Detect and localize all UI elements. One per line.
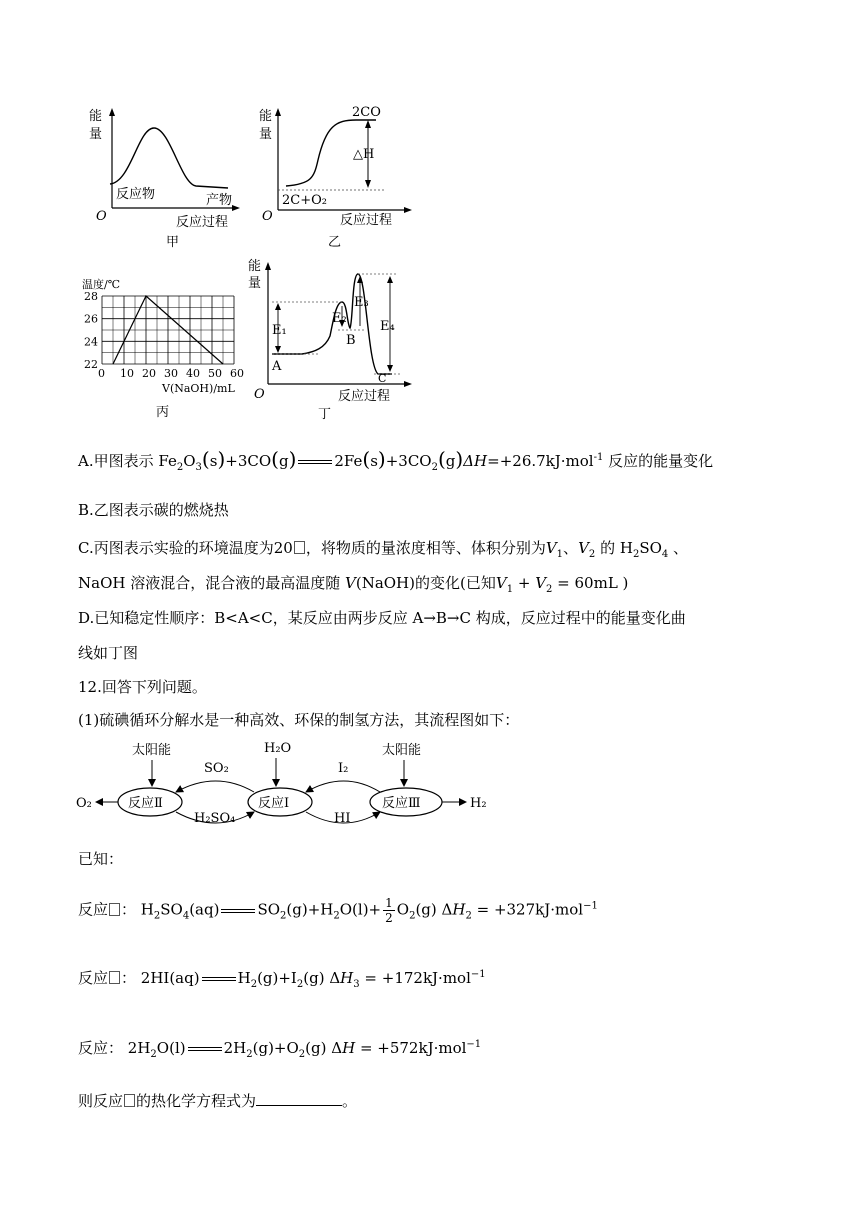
jia-origin: O <box>96 209 107 224</box>
yi-caption: 乙 <box>328 235 342 250</box>
ding-c: C <box>378 372 387 385</box>
yi-origin: O <box>262 209 273 224</box>
missing-glyph-icon <box>294 541 305 554</box>
jia-caption: 甲 <box>166 235 180 250</box>
yi-y-label-2: 量 <box>259 127 273 142</box>
yi-x-label: 反应过程 <box>340 213 393 228</box>
flow-reaction-2: 反应Ⅱ <box>128 796 163 811</box>
option-d-line2: 线如丁图 <box>78 644 139 662</box>
q12-reaction-3: 反应 ： 2HI(aq) $H_2(g)+I_2(g) \Delta H_3 = +172kJ\cdot mol^{-1}$ <box>78 969 486 990</box>
bing-y-tick-label: 26 <box>84 312 98 326</box>
option-c-line2: NaOH 溶液混合，混合液的最高温度随 V(NaOH)的变化(已知$V_1 + V_2 = 60mL$ ) <box>78 574 629 595</box>
ding-a: A <box>272 359 282 374</box>
option-c-part2: ，将物质的量浓度相等、体积分别为 <box>305 539 546 557</box>
ask-part1: 则反应 <box>78 1092 124 1110</box>
jia-x-label: 反应过程 <box>176 215 229 230</box>
option-c-part5: 的变化(已知 <box>415 574 496 592</box>
option-c-line1: C.丙图表示实验的环境温度为20 ，将物质的量浓度相等、体积分别为$V_1$、$V_2$ 的 $H_2SO_4$ 、 <box>78 539 689 560</box>
q12-known: 已知： <box>78 850 124 868</box>
q12-reaction-total: 反应： $2H_2O(l)$ $2H_2(g)+O_2(g) \Delta H = +572kJ\cdot mol^{-1}$ <box>78 1039 482 1060</box>
bing-x-tick-label: 30 <box>164 367 178 380</box>
missing-glyph-icon <box>109 903 120 916</box>
ding-x-label: 反应过程 <box>338 389 391 404</box>
bing-ticks <box>84 290 244 380</box>
figure-ding <box>250 256 416 422</box>
flow-reaction-1: 反应Ⅰ <box>258 796 290 811</box>
flow-hi: HI <box>334 811 351 826</box>
option-c-part3: 的 <box>600 539 616 557</box>
option-d-line1: D.已知稳定性顺序：B<A<C，某反应由两步反应 A→B→C 构成，反应过程中的能量变化曲 <box>78 609 686 627</box>
flow-diagram <box>76 738 496 834</box>
missing-glyph-icon <box>124 1094 135 1107</box>
option-a <box>78 449 713 471</box>
q12-reaction-2: 反应 ： $H_2SO_4(aq)$ $SO_2(g)+H_2O(l)+$ $\frac{1}{2}$ $O_2(g) \Delta H_2 = +327kJ\cdot mol^{-1}$ <box>78 896 598 925</box>
flow-water: H₂O <box>264 741 292 756</box>
option-c-part1: C.丙图表示实验的环境温度为20 <box>78 539 293 557</box>
option-c-part4: NaOH 溶液混合，混合液的最高温度随 <box>78 574 341 592</box>
bing-x-label: V(NaOH)/mL <box>162 382 235 395</box>
ding-caption: 丁 <box>318 407 332 422</box>
answer-blank[interactable] <box>256 1091 342 1106</box>
figure-bing <box>80 276 252 422</box>
flow-o2: O₂ <box>76 796 92 811</box>
jia-y-label-1: 能 <box>89 109 103 124</box>
flow-so2: SO₂ <box>204 761 229 776</box>
bing-x-tick-label: 20 <box>142 367 156 380</box>
yi-y-label-1: 能 <box>259 109 273 124</box>
q12-title: 12.回答下列问题。 <box>78 678 207 696</box>
ding-y-label-1: 能 <box>248 259 262 274</box>
bing-caption: 丙 <box>156 405 170 420</box>
q12-ask <box>78 1091 357 1111</box>
bing-y-tick-label: 24 <box>84 335 98 349</box>
reaction-3-label: 反应 <box>78 969 109 987</box>
option-a-suffix: 反应的能量变化 <box>608 452 714 470</box>
bing-x-tick-label: 10 <box>120 367 134 380</box>
flow-reaction-3: 反应Ⅲ <box>382 796 421 811</box>
bing-y-tick-label: 22 <box>84 358 98 371</box>
bing-x-tick-label: 0 <box>98 367 105 380</box>
bing-x-tick-label: 50 <box>208 367 222 380</box>
ding-e4: E₄ <box>380 319 395 334</box>
ding-e1: E₁ <box>272 323 287 338</box>
bing-y-label: 温度/℃ <box>82 278 121 291</box>
option-a-equation: $Fe_2O_3(s)+3CO(g)$ $2Fe(s)+3CO_2(g)\Delta H=+26.7kJ\cdot mol^{-1}$ <box>158 447 604 473</box>
jia-energy-curve <box>110 128 228 188</box>
jia-y-label-2: 量 <box>89 127 103 142</box>
option-b: B.乙图表示碳的燃烧热 <box>78 501 229 519</box>
jia-reactant: 反应物 <box>116 187 156 202</box>
flow-sun-left: 太阳能 <box>132 743 172 758</box>
ding-b: B <box>346 333 356 348</box>
ding-e2: E₂ <box>332 311 347 326</box>
ding-y-label-2: 量 <box>248 276 262 291</box>
bing-x-tick-label: 40 <box>186 367 200 380</box>
yi-top: 2CO <box>352 105 381 120</box>
reaction-2-label: 反应 <box>78 900 109 919</box>
ask-end: 。 <box>342 1092 358 1110</box>
bing-grid <box>102 296 234 364</box>
yi-dh: △H <box>353 147 375 162</box>
ding-origin: O <box>254 387 265 402</box>
flow-sun-right: 太阳能 <box>382 743 422 758</box>
figure-yi <box>256 98 416 250</box>
yi-bottom: 2C+O₂ <box>282 193 327 208</box>
option-a-prefix: A.甲图表示 <box>78 452 154 470</box>
flow-h2so4: H₂SO₄ <box>194 811 236 826</box>
jia-product: 产物 <box>206 193 233 208</box>
reaction-total-label: 反应： <box>78 1039 124 1057</box>
ding-e3: E₃ <box>354 295 369 310</box>
figure-jia <box>86 98 246 250</box>
flow-h2: H₂ <box>470 796 487 811</box>
ask-part2: 的热化学方程式为 <box>136 1092 257 1110</box>
q12-part1: (1)硫碘循环分解水是一种高效、环保的制氢方法，其流程图如下： <box>78 711 520 729</box>
missing-glyph-icon <box>109 971 120 984</box>
flow-i2: I₂ <box>338 761 349 776</box>
bing-x-tick-label: 60 <box>230 367 244 380</box>
bing-y-tick-label: 28 <box>84 290 98 303</box>
